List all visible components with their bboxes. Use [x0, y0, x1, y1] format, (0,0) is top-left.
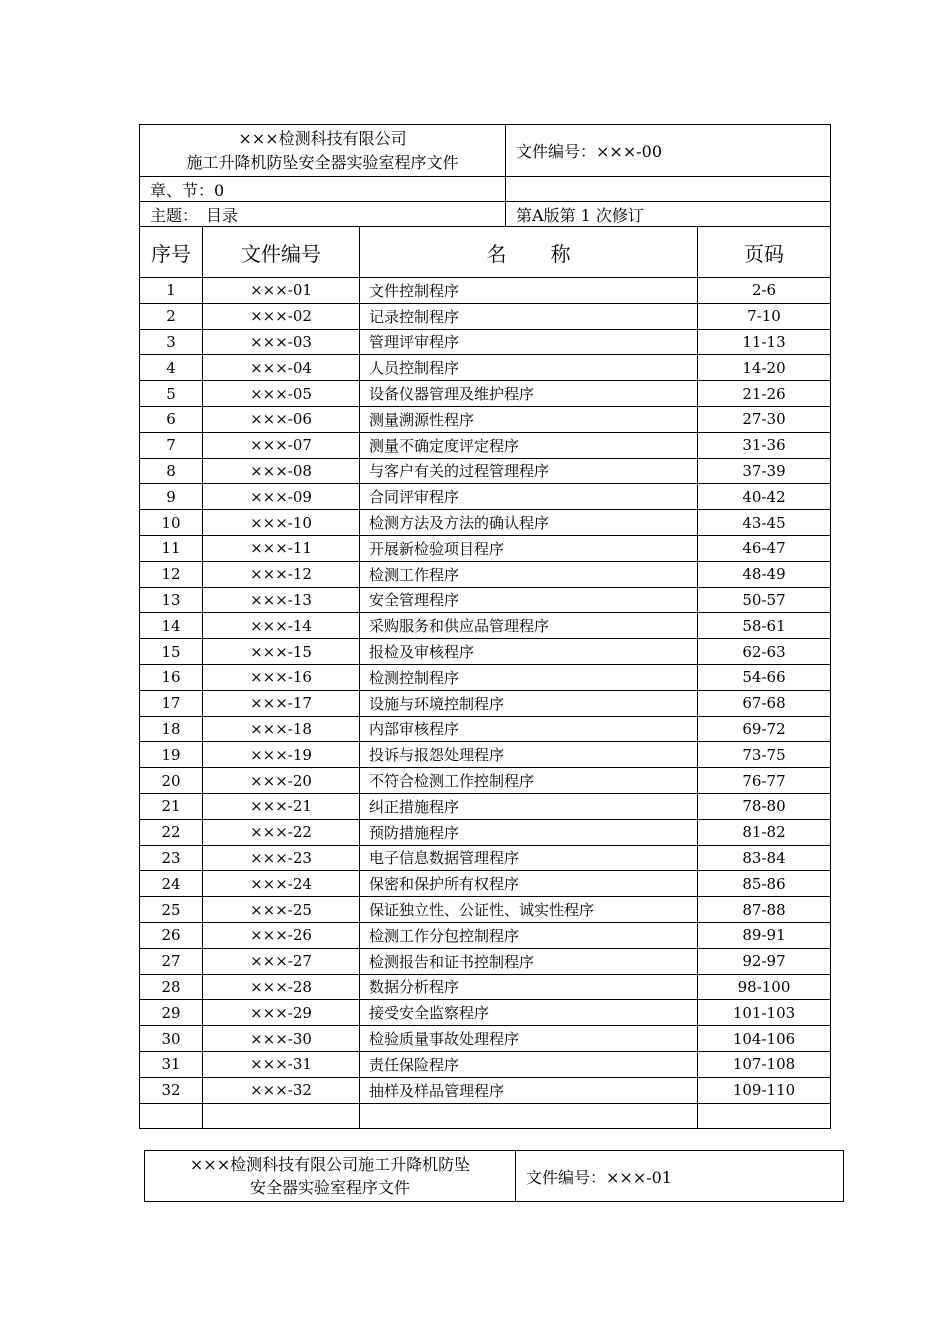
row-name: 责任保险程序 [360, 1051, 698, 1077]
row-seq: 3 [140, 329, 203, 355]
row-page: 107-108 [698, 1051, 831, 1077]
row-seq: 9 [140, 484, 203, 510]
row-seq: 12 [140, 561, 203, 587]
row-page: 76-77 [698, 768, 831, 794]
row-seq: 29 [140, 1000, 203, 1026]
row-file-no: ×××-07 [203, 432, 360, 458]
footer-title-cell [145, 1151, 516, 1202]
row-file-no: ×××-31 [203, 1051, 360, 1077]
table-row [140, 381, 831, 407]
row-file-no: ×××-10 [203, 510, 360, 536]
row-name: 预防措施程序 [360, 819, 698, 845]
row-name: 检测报告和证书控制程序 [360, 948, 698, 974]
row-name: 保密和保护所有权程序 [360, 871, 698, 897]
row-file-no: ×××-17 [203, 690, 360, 716]
table-row [140, 484, 831, 510]
row-page: 58-61 [698, 613, 831, 639]
row-seq: 19 [140, 742, 203, 768]
row-seq: 15 [140, 639, 203, 665]
row-seq: 21 [140, 793, 203, 819]
row-seq: 20 [140, 768, 203, 794]
row-name: 设施与环境控制程序 [360, 690, 698, 716]
doc-header-row [140, 125, 831, 177]
row-file-no: ×××-27 [203, 948, 360, 974]
row-page: 98-100 [698, 974, 831, 1000]
row-seq: 1 [140, 278, 203, 304]
row-name: 开展新检验项目程序 [360, 535, 698, 561]
row-page: 27-30 [698, 406, 831, 432]
row-seq: 31 [140, 1051, 203, 1077]
row-file-no: ×××-23 [203, 845, 360, 871]
row-name: 测量溯源性程序 [360, 406, 698, 432]
row-file-no: ×××-15 [203, 639, 360, 665]
row-file-no: ×××-01 [203, 278, 360, 304]
subject-label: 主题： 目录 [140, 202, 506, 227]
row-seq: 32 [140, 1077, 203, 1103]
table-row [140, 303, 831, 329]
row-page: 43-45 [698, 510, 831, 536]
row-file-no: ×××-26 [203, 922, 360, 948]
row-name: 采购服务和供应品管理程序 [360, 613, 698, 639]
row-file-no: ×××-30 [203, 1026, 360, 1052]
doc-title: 施工升降机防坠安全器实验室程序文件 [186, 152, 459, 172]
table-row [140, 922, 831, 948]
chapter-row [140, 177, 831, 202]
table-row [140, 819, 831, 845]
row-file-no: ×××-06 [203, 406, 360, 432]
column-header-row [140, 227, 831, 278]
row-name: 检测方法及方法的确认程序 [360, 510, 698, 536]
file-number: 文件编号：×××-00 [506, 125, 831, 177]
row-name: 检测工作分包控制程序 [360, 922, 698, 948]
row-name: 与客户有关的过程管理程序 [360, 458, 698, 484]
row-name: 数据分析程序 [360, 974, 698, 1000]
company-cell [140, 125, 506, 177]
row-seq: 6 [140, 406, 203, 432]
row-page: 69-72 [698, 716, 831, 742]
row-page: 7-10 [698, 303, 831, 329]
col-seq-header: 序号 [140, 227, 203, 278]
row-page: 48-49 [698, 561, 831, 587]
row-page: 67-68 [698, 690, 831, 716]
row-name: 合同评审程序 [360, 484, 698, 510]
col-name-header: 名称 [360, 227, 698, 278]
row-seq: 4 [140, 355, 203, 381]
row-page: 14-20 [698, 355, 831, 381]
row-name: 纠正措施程序 [360, 793, 698, 819]
row-seq: 18 [140, 716, 203, 742]
row-file-no: ×××-03 [203, 329, 360, 355]
row-seq: 28 [140, 974, 203, 1000]
row-seq: 16 [140, 664, 203, 690]
row-page: 87-88 [698, 897, 831, 923]
row-name: 检验质量事故处理程序 [360, 1026, 698, 1052]
table-row [140, 897, 831, 923]
row-file-no: ×××-19 [203, 742, 360, 768]
row-page: 101-103 [698, 1000, 831, 1026]
table-row [140, 406, 831, 432]
table-row [140, 355, 831, 381]
row-seq: 17 [140, 690, 203, 716]
row-seq: 13 [140, 587, 203, 613]
row-name: 记录控制程序 [360, 303, 698, 329]
col-page-header: 页码 [698, 227, 831, 278]
row-name: 报检及审核程序 [360, 639, 698, 665]
empty-cell [506, 177, 831, 202]
row-seq: 30 [140, 1026, 203, 1052]
table-row [140, 1026, 831, 1052]
row-page: 83-84 [698, 845, 831, 871]
row-seq: 7 [140, 432, 203, 458]
row-seq: 25 [140, 897, 203, 923]
row-page: 89-91 [698, 922, 831, 948]
row-seq: 8 [140, 458, 203, 484]
footer-title-line2: 安全器实验室程序文件 [249, 1178, 410, 1197]
row-file-no: ×××-32 [203, 1077, 360, 1103]
table-row [140, 613, 831, 639]
row-name: 测量不确定度评定程序 [360, 432, 698, 458]
subject-row [140, 202, 831, 227]
table-row [140, 664, 831, 690]
row-file-no: ×××-25 [203, 897, 360, 923]
row-name: 投诉与报怨处理程序 [360, 742, 698, 768]
row-seq: 5 [140, 381, 203, 407]
table-row [140, 974, 831, 1000]
table-row [140, 329, 831, 355]
row-seq: 26 [140, 922, 203, 948]
row-name: 抽样及样品管理程序 [360, 1077, 698, 1103]
row-name: 保证独立性、公证性、诚实性程序 [360, 897, 698, 923]
toc-table [139, 124, 831, 1129]
row-file-no: ×××-11 [203, 535, 360, 561]
row-page: 78-80 [698, 793, 831, 819]
row-file-no: ×××-09 [203, 484, 360, 510]
table-row [140, 278, 831, 304]
row-seq: 2 [140, 303, 203, 329]
row-page: 104-106 [698, 1026, 831, 1052]
row-file-no: ×××-24 [203, 871, 360, 897]
table-row [140, 768, 831, 794]
row-seq: 22 [140, 819, 203, 845]
row-page: 40-42 [698, 484, 831, 510]
row-page: 21-26 [698, 381, 831, 407]
row-name: 文件控制程序 [360, 278, 698, 304]
row-page: 37-39 [698, 458, 831, 484]
row-file-no: ×××-20 [203, 768, 360, 794]
row-file-no: ×××-14 [203, 613, 360, 639]
next-page-header [144, 1150, 844, 1202]
row-file-no: ×××-22 [203, 819, 360, 845]
row-seq: 11 [140, 535, 203, 561]
row-page: 2-6 [698, 278, 831, 304]
row-name: 设备仪器管理及维护程序 [360, 381, 698, 407]
row-seq: 10 [140, 510, 203, 536]
table-row [140, 716, 831, 742]
row-file-no: ×××-21 [203, 793, 360, 819]
table-row [140, 948, 831, 974]
row-page: 62-63 [698, 639, 831, 665]
row-page: 11-13 [698, 329, 831, 355]
row-name: 检测工作程序 [360, 561, 698, 587]
table-row [140, 510, 831, 536]
empty-row [140, 1103, 831, 1128]
row-name: 内部审核程序 [360, 716, 698, 742]
table-row [140, 535, 831, 561]
row-page: 85-86 [698, 871, 831, 897]
table-row [140, 1077, 831, 1103]
row-file-no: ×××-08 [203, 458, 360, 484]
row-page: 92-97 [698, 948, 831, 974]
table-row [140, 561, 831, 587]
company-name: ×××检测科技有限公司 [238, 128, 407, 148]
row-page: 81-82 [698, 819, 831, 845]
table-row [140, 742, 831, 768]
row-file-no: ×××-04 [203, 355, 360, 381]
row-page: 31-36 [698, 432, 831, 458]
table-row [140, 871, 831, 897]
row-file-no: ×××-13 [203, 587, 360, 613]
row-page: 50-57 [698, 587, 831, 613]
row-name: 管理评审程序 [360, 329, 698, 355]
table-row [140, 793, 831, 819]
col-file-no-header: 文件编号 [203, 227, 360, 278]
table-row [140, 587, 831, 613]
row-name: 不符合检测工作控制程序 [360, 768, 698, 794]
row-page: 46-47 [698, 535, 831, 561]
footer-title-line1: ×××检测科技有限公司施工升降机防坠 [189, 1155, 471, 1174]
row-page: 109-110 [698, 1077, 831, 1103]
row-name: 电子信息数据管理程序 [360, 845, 698, 871]
table-row [140, 639, 831, 665]
row-file-no: ×××-16 [203, 664, 360, 690]
row-page: 73-75 [698, 742, 831, 768]
chapter-label: 章、节：0 [140, 177, 506, 202]
row-name: 安全管理程序 [360, 587, 698, 613]
table-row [140, 1051, 831, 1077]
version-label: 第A版第 1 次修订 [506, 202, 831, 227]
table-row [140, 458, 831, 484]
row-file-no: ×××-29 [203, 1000, 360, 1026]
row-file-no: ×××-05 [203, 381, 360, 407]
row-name: 接受安全监察程序 [360, 1000, 698, 1026]
toc-rows [140, 278, 831, 1104]
table-row [140, 1000, 831, 1026]
row-name: 人员控制程序 [360, 355, 698, 381]
table-row [140, 690, 831, 716]
row-seq: 27 [140, 948, 203, 974]
row-file-no: ×××-12 [203, 561, 360, 587]
row-seq: 24 [140, 871, 203, 897]
row-file-no: ×××-02 [203, 303, 360, 329]
row-name: 检测控制程序 [360, 664, 698, 690]
row-page: 54-66 [698, 664, 831, 690]
row-seq: 14 [140, 613, 203, 639]
row-file-no: ×××-18 [203, 716, 360, 742]
row-seq: 23 [140, 845, 203, 871]
row-file-no: ×××-28 [203, 974, 360, 1000]
table-row [140, 432, 831, 458]
footer-file-number: 文件编号：×××-01 [516, 1151, 844, 1202]
table-row [140, 845, 831, 871]
